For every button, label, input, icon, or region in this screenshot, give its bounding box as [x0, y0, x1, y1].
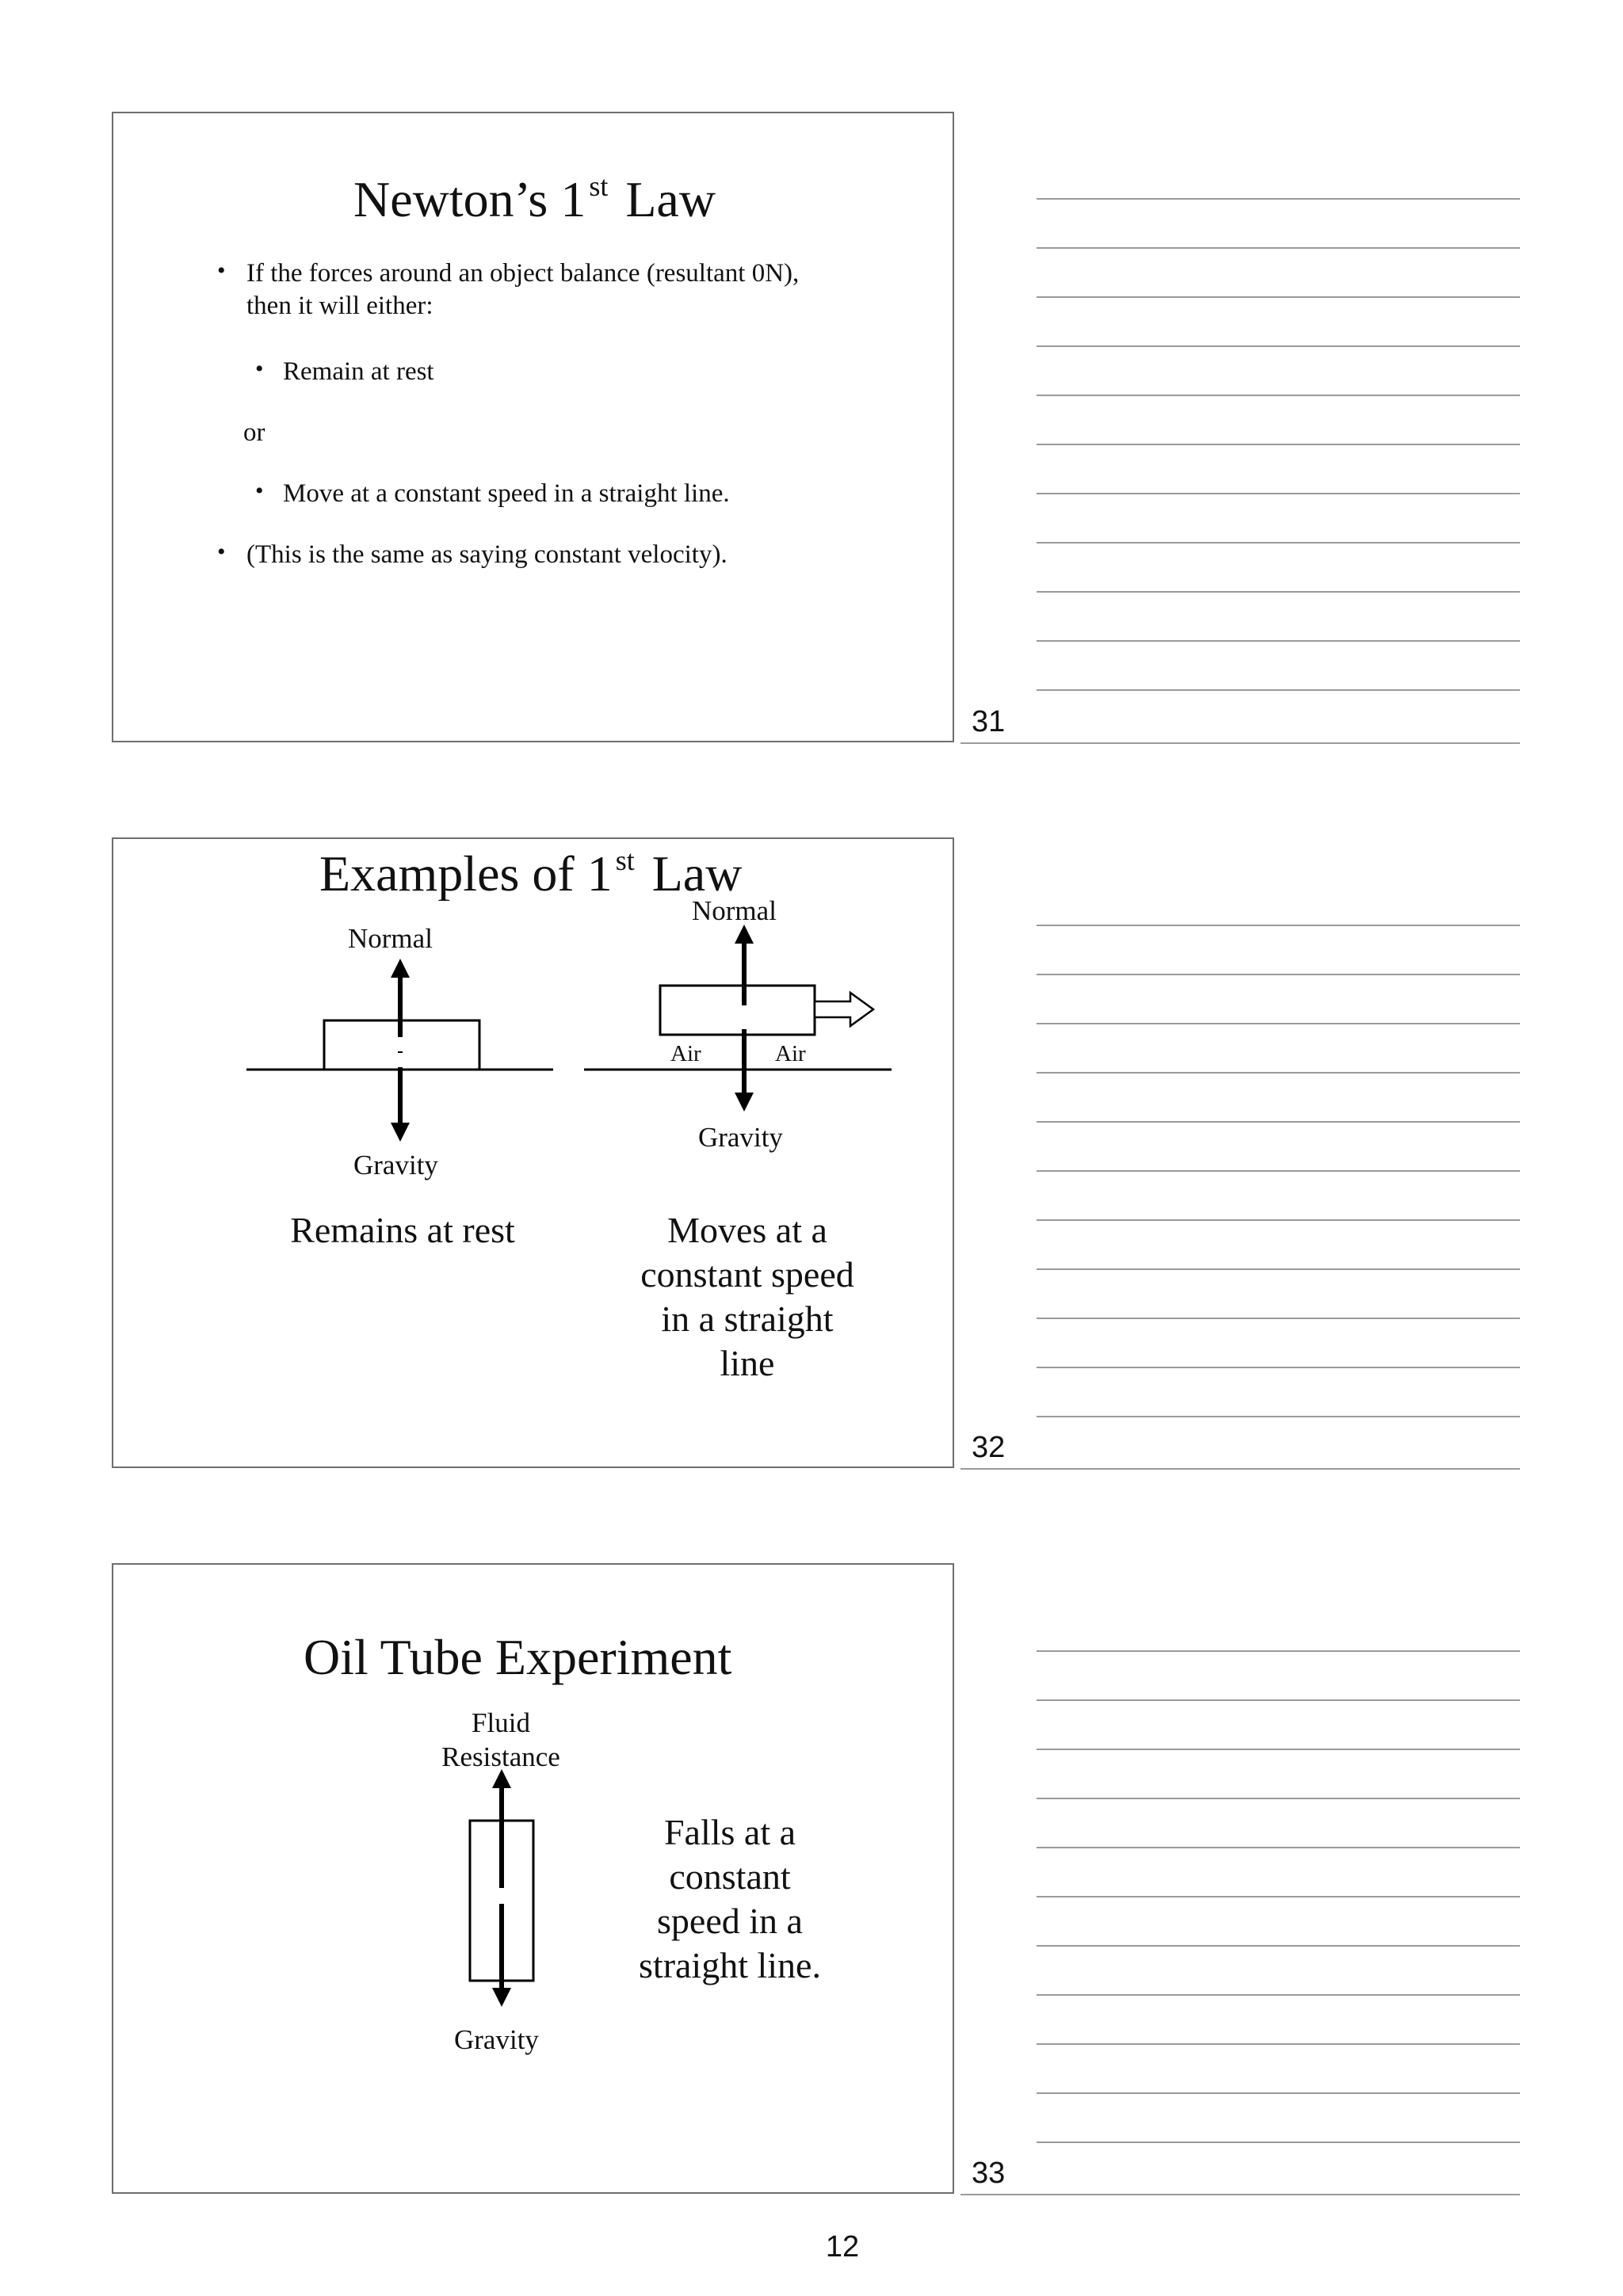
note-line	[1037, 2142, 1520, 2143]
notes-bottom-line	[960, 1468, 1520, 1470]
block	[660, 986, 815, 1035]
note-line	[1037, 974, 1520, 975]
note-line	[1037, 1416, 1520, 1417]
page-number: 12	[825, 2230, 860, 2264]
note-line	[1037, 1219, 1520, 1221]
caption: Remains at rest	[290, 1210, 515, 1250]
note-line	[1037, 1318, 1520, 1319]
note-line	[1037, 591, 1520, 593]
normal-label: Normal	[692, 895, 777, 926]
note-line	[1037, 395, 1520, 396]
note-line	[1037, 542, 1520, 543]
bullet-text: If the forces around an object balance (resultant 0N), then it will either:	[246, 259, 800, 320]
note-line	[1037, 493, 1520, 494]
bullet-dot: •	[217, 257, 226, 284]
note-line	[1037, 1945, 1520, 1947]
slide-32	[112, 837, 954, 1468]
note-line	[1037, 1650, 1520, 1652]
note-line	[1037, 2043, 1520, 2045]
caption: Falls at a constant speed in a straight line.	[639, 1812, 821, 1985]
note-line	[1037, 1847, 1520, 1848]
slide-title: Newton’s 1 $^{st}$ Law	[353, 170, 716, 227]
note-line	[1037, 1798, 1520, 1799]
motion-arrow-icon	[815, 993, 873, 1026]
note-line	[1037, 1072, 1520, 1074]
slide-33	[112, 1563, 954, 2194]
gravity-label: Gravity	[698, 1122, 783, 1153]
air-label: Air	[670, 1041, 701, 1066]
note-line	[1037, 925, 1520, 926]
notes-bottom-line	[960, 2194, 1520, 2195]
slide-number: 32	[972, 1431, 1006, 1464]
note-line	[1037, 1367, 1520, 1368]
note-line	[1037, 1170, 1520, 1172]
note-line	[1037, 689, 1520, 691]
connector-text: or	[243, 418, 265, 447]
slide-number: 31	[972, 705, 1006, 738]
gravity-label: Gravity	[454, 2024, 539, 2055]
note-line	[1037, 1121, 1520, 1123]
slide-title: Oil Tube Experiment	[304, 1629, 732, 1685]
note-line	[1037, 640, 1520, 642]
resistance-label: Resistance	[441, 1741, 560, 1772]
bullet-dot: •	[217, 539, 226, 565]
fluid-label: Fluid	[472, 1707, 530, 1738]
note-line	[1037, 247, 1520, 249]
sub-bullet-text: Move at a constant speed in a straight line.	[283, 479, 730, 508]
note-line	[1037, 1268, 1520, 1270]
note-line	[1037, 1699, 1520, 1701]
note-line	[1037, 345, 1520, 347]
slide-title: Examples of 1 $^{st}$ Law	[319, 845, 743, 901]
note-line	[1037, 1749, 1520, 1750]
sub-bullet-text: Remain at rest	[283, 357, 434, 386]
slide-31	[112, 112, 954, 742]
note-line	[1037, 1023, 1520, 1024]
sub-bullet-dot: •	[255, 478, 264, 504]
note-line	[1037, 444, 1520, 445]
note-line	[1037, 2092, 1520, 2094]
caption: Moves at a constant speed in a straight line	[640, 1210, 854, 1383]
note-line	[1037, 1896, 1520, 1897]
note-line	[1037, 1994, 1520, 1996]
gravity-label: Gravity	[353, 1150, 438, 1180]
note-line	[1037, 296, 1520, 298]
air-label: Air	[775, 1041, 806, 1066]
slide-number: 33	[972, 2157, 1006, 2190]
sub-bullet-dot: •	[255, 356, 264, 382]
bullet-text: (This is the same as saying constant velocity).	[246, 540, 727, 569]
note-line	[1037, 198, 1520, 200]
notes-bottom-line	[960, 742, 1520, 744]
normal-label: Normal	[348, 923, 433, 954]
